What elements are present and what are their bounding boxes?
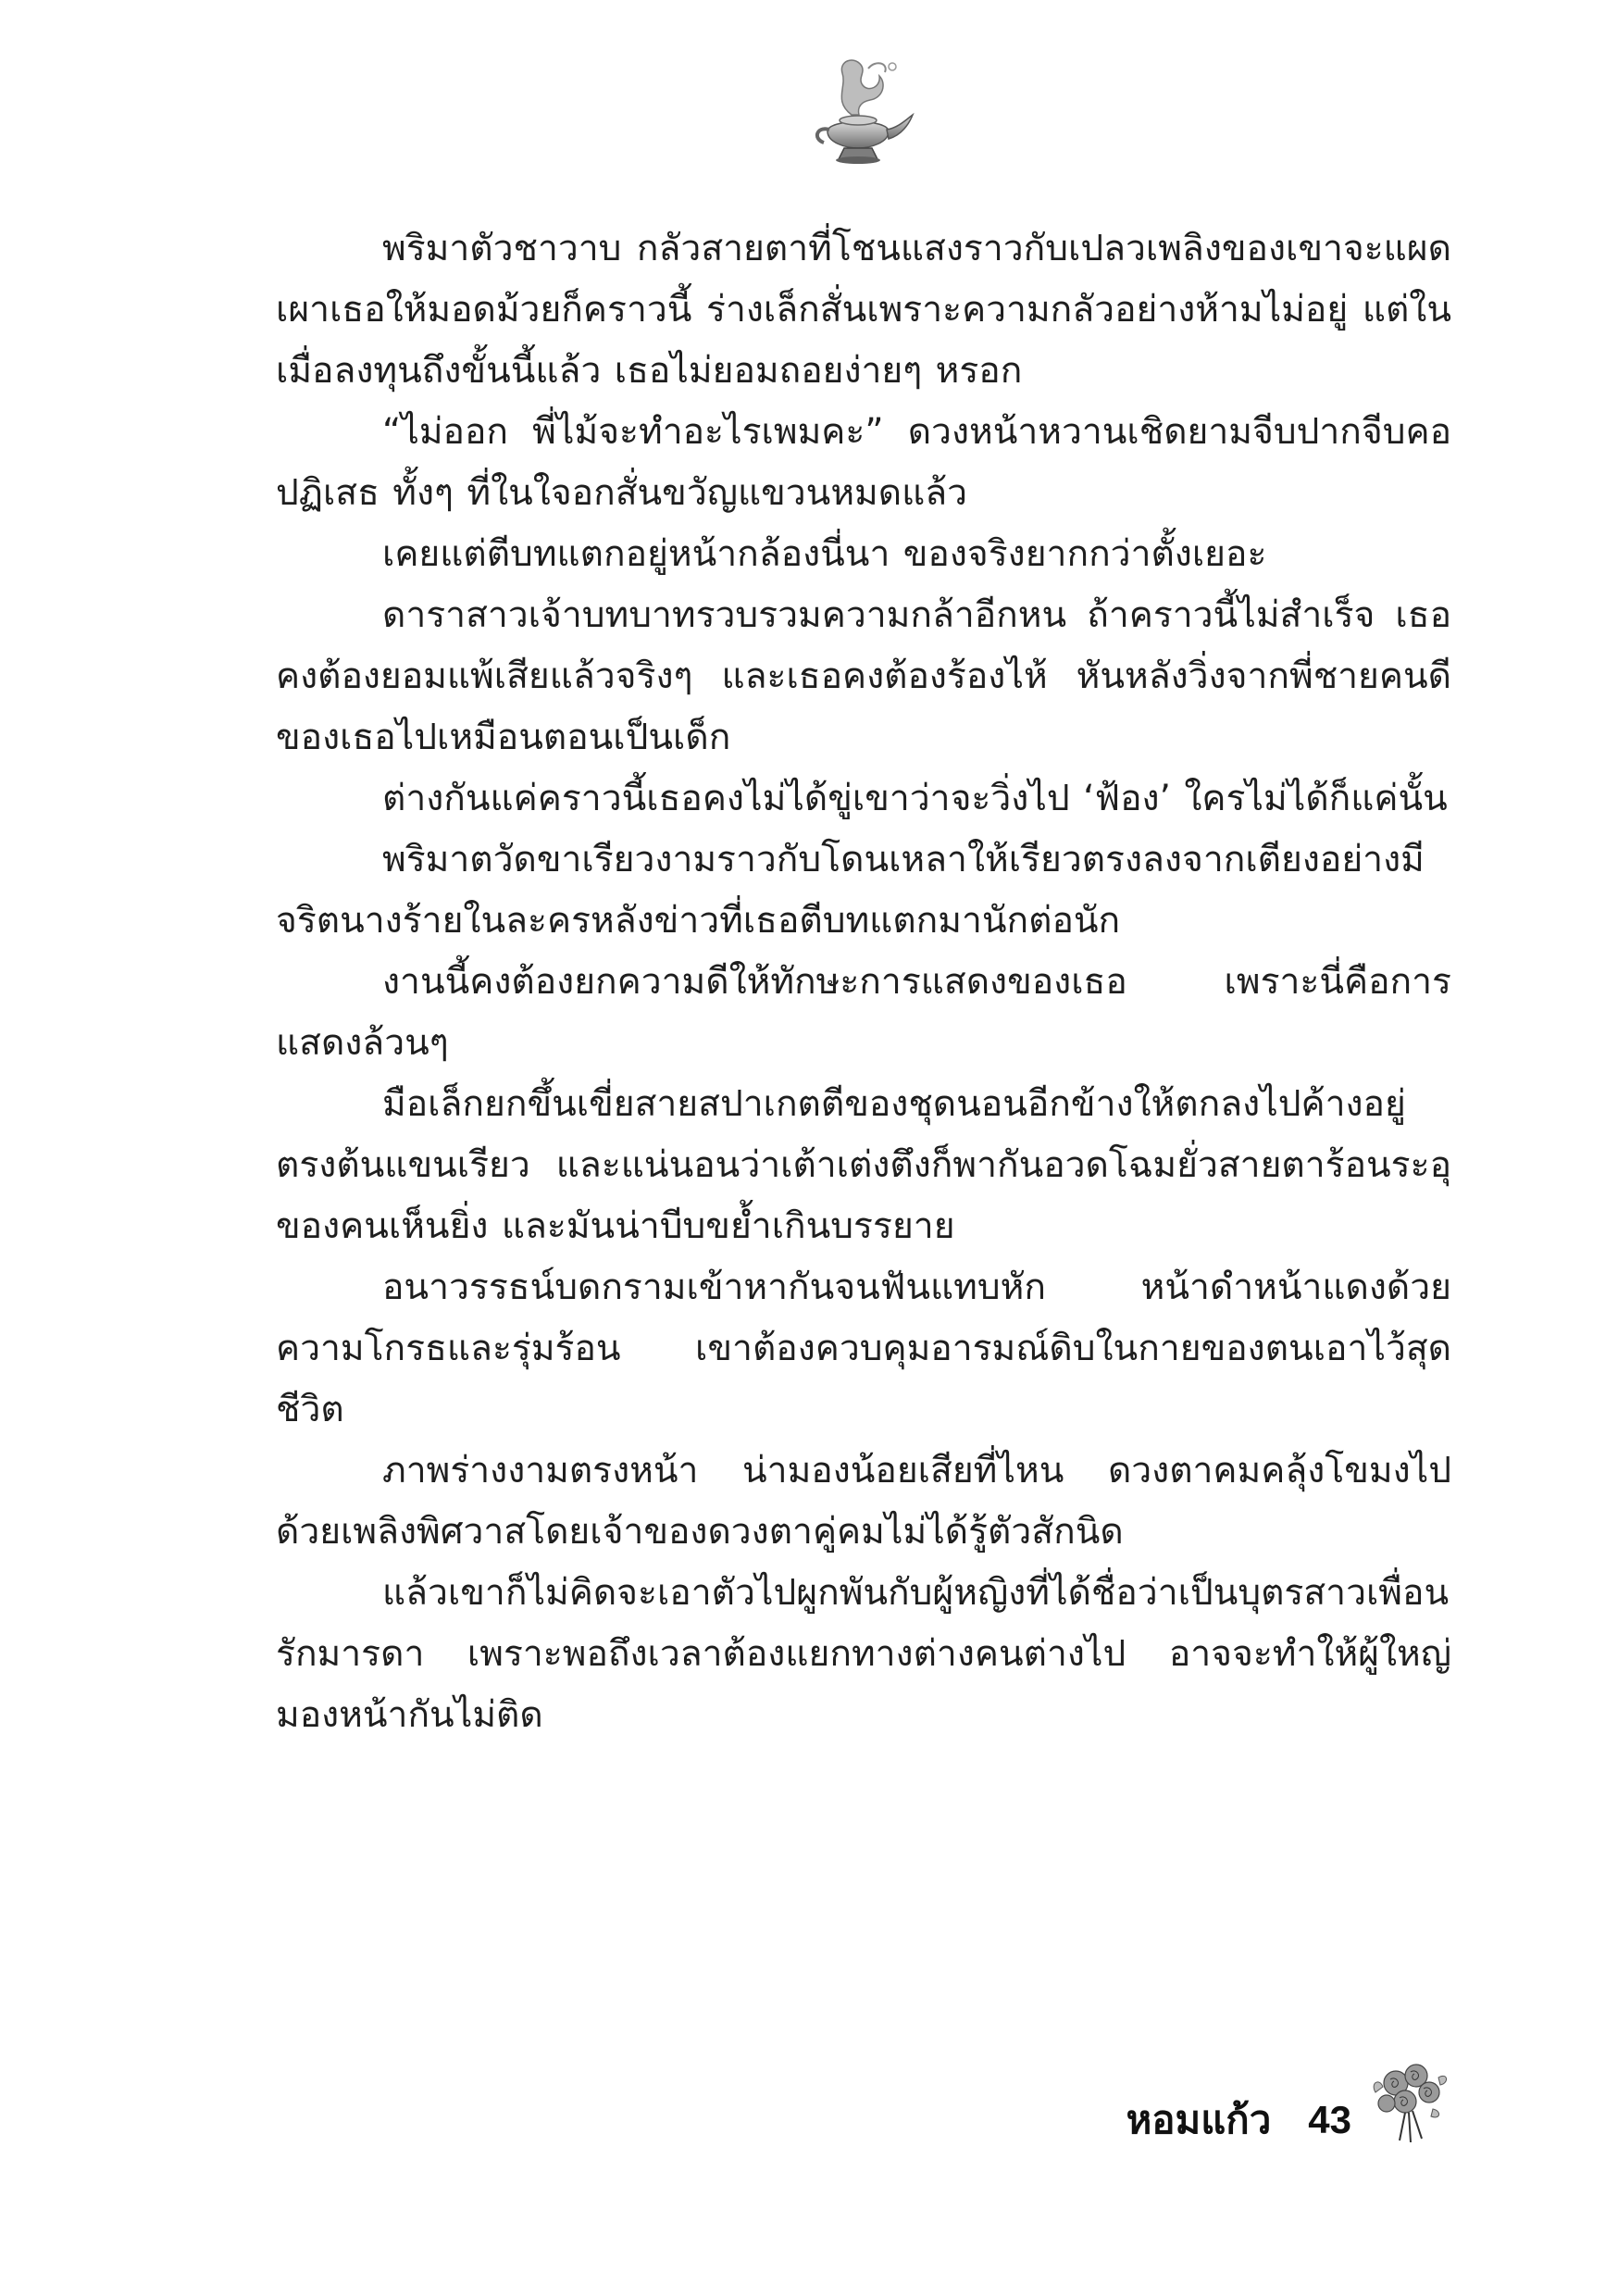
paragraph: ภาพร่างงามตรงหน้า น่ามองน้อยเสียที่ไหน ดวงตาคมคลุ้งโขมงไปด้วยเพลิงพิศวาสโดยเจ้าของดวงตาคู่คมไม่ได้รู้ตัวสักนิด [276,1450,1451,1553]
paragraph: พริมาตวัดขาเรียวงามราวกับโดนเหลาให้เรียวตรงลงจากเตียงอย่างมีจริตนางร้ายในละครหลังข่าวที่เธอตีบทแตกมานักต่อนัก [276,839,1425,942]
paragraph: ต่างกันแค่คราวนี้เธอคงไม่ได้ขู่เขาว่าจะวิ่งไป ‘ฟ้อง’ ใครไม่ได้ก็แค่นั้น [382,778,1448,819]
paragraph: งานนี้คงต้องยกความดีให้ทักษะการแสดงของเธอ เพราะนี่คือการแสดงล้วนๆ [276,961,1451,1064]
chapter-body [276,218,1451,1746]
paragraph: พริมาตัวชาวาบ กลัวสายตาที่โชนแสงราวกับเปลวเพลิงของเขาจะแผดเผาเธอให้มอดม้วยก็คราวนี้ ร่างเล็กสั่นเพราะความกลัวอย่างห้ามไม่อยู่ แต่ในเมื่อลงทุนถึงขั้นนี้แล้ว เธอไม่ยอมถอยง่ายๆ หรอก [276,228,1451,392]
paragraph: ดาราสาวเจ้าบทบาทรวบรวมความกล้าอีกหน ถ้าคราวนี้ไม่สำเร็จ เธอคงต้องยอมแพ้เสียแล้วจริงๆ และเธอคงต้องร้องไห้ หันหลังวิ่งจากพี่ชายคนดีของเธอไปเหมือนตอนเป็นเด็ก [276,594,1451,758]
page-number: 43 [1308,2098,1351,2141]
paragraph: แล้วเขาก็ไม่คิดจะเอาตัวไปผูกพันกับผู้หญิงที่ได้ชื่อว่าเป็นบุตรสาวเพื่อนรักมารดา เพราะพอถึงเวลาต้องแยกทางต่างคนต่างไป อาจจะทำให้ผู้ใหญ่มองหน้ากันไม่ติด [276,1572,1451,1736]
flower-bouquet-icon [1368,2055,1451,2148]
paragraph: อนาวรรธน์บดกรามเข้าหากันจนฟันแทบหัก หน้าดำหน้าแดงด้วยความโกรธและรุ่มร้อน เขาต้องควบคุมอารมณ์ดิบในกายของตนเอาไว้สุดชีวิต [276,1267,1451,1430]
book-title: หอมแก้ว [1126,2097,1272,2142]
paragraph: เคยแต่ตีบทแตกอยู่หน้ากล้องนี่นา ของจริงยากกว่าตั้งเยอะ [382,533,1267,575]
page-footer [1126,2074,1451,2166]
genie-lamp-icon [796,50,926,180]
paragraph: “ไม่ออก พี่ไม้จะทำอะไรเพมคะ” ดวงหน้าหวานเชิดยามจีบปากจีบคอปฏิเสธ ทั้งๆ ที่ในใจอกสั่นขวัญแขวนหมดแล้ว [276,411,1451,514]
paragraph: มือเล็กยกขึ้นเขี่ยสายสปาเกตตีของชุดนอนอีกข้างให้ตกลงไปค้างอยู่ตรงต้นแขนเรียว และแน่นอนว่าเต้าเต่งตึงก็พากันอวดโฉมยั่วสายตาร้อนระอุของคนเห็นยิ่ง และมันน่าบีบขย้ำเกินบรรยาย [276,1083,1451,1247]
